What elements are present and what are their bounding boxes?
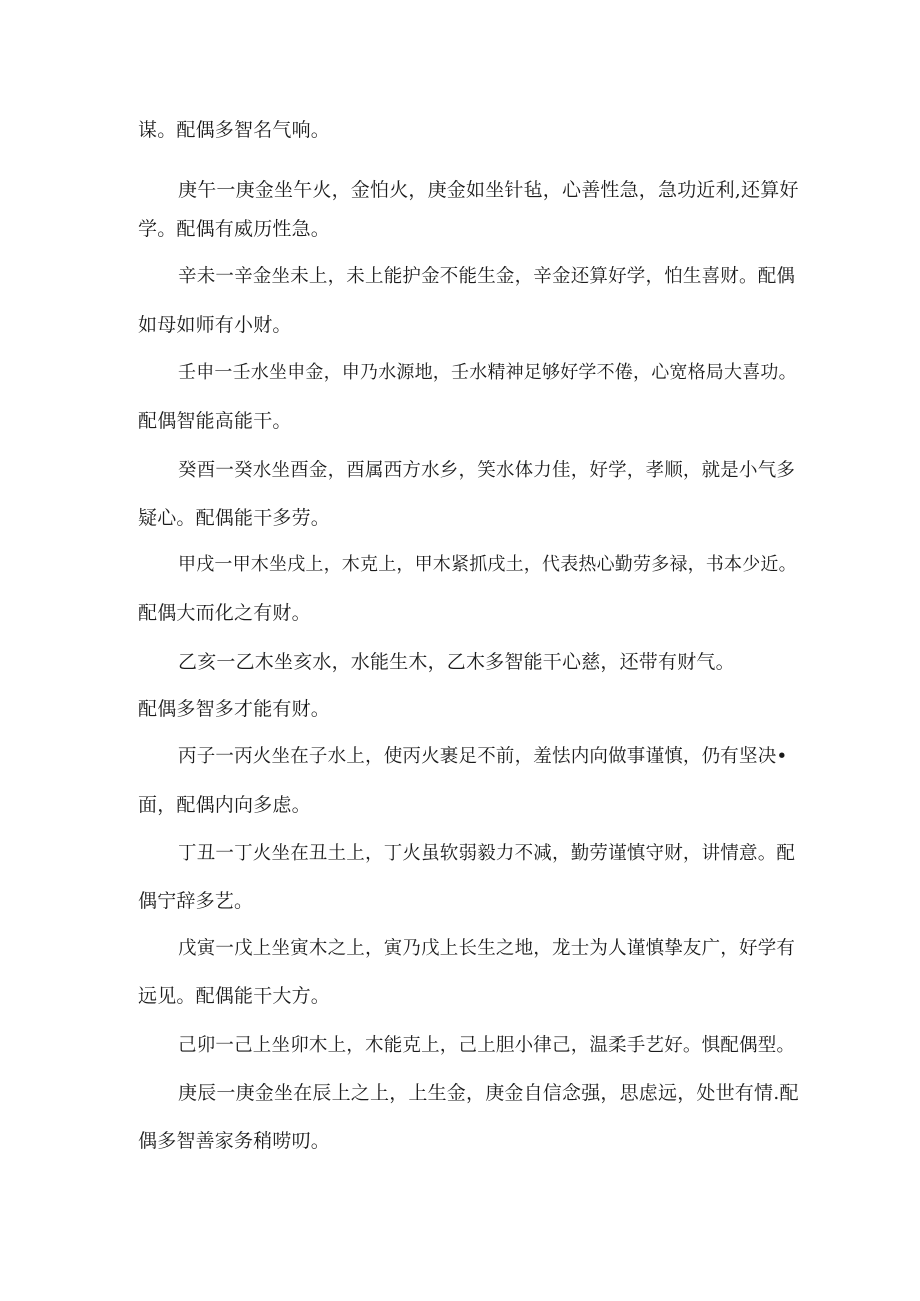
- text-line: 己卯一己上坐卯木上，木能克上，己上胆小律己，温柔手艺好。惧配偶型。: [178, 1035, 796, 1056]
- text-line: 戊寅一戊上坐寅木之上，寅乃戊上长生之地，龙士为人谨慎挚友广，好学有: [178, 938, 796, 959]
- text-line: 面，配偶内向多虑。: [138, 794, 311, 816]
- text-line: 配偶多智多才能有财。: [138, 698, 331, 720]
- text-line: 配偶智能高能干。: [138, 410, 292, 432]
- text-line: 学。配偶有威历性急。: [138, 218, 331, 240]
- text-line: 甲戌一甲木坐戌上，木克上，甲木紧抓戌土，代表热心勤劳多禄，书本少近。: [178, 554, 797, 575]
- text-line: 配偶大而化之有财。: [138, 602, 311, 624]
- text-line: 乙亥一乙木坐亥水，水能生木，乙木多智能干心慈，还带有财气。: [178, 651, 735, 673]
- text-line: 癸酉一癸水坐酉金，酉属西方水乡，笑水体力佳，好学，孝顺，就是小气多: [178, 460, 796, 481]
- text-line: 偶多智善家务稍唠叨。: [138, 1130, 331, 1152]
- text-line: 壬申一壬水坐申金，申乃水源地，壬水精神足够好学不倦，心宽格局大喜功。: [178, 362, 797, 383]
- text-line: 远见。配偶能干大方。: [138, 985, 331, 1007]
- text-line: 如母如师有小财。: [138, 314, 292, 336]
- text-line: 丁丑一丁火坐在丑土上，丁火虽软弱毅力不减，勤劳谨慎守财，讲情意。配: [178, 843, 796, 864]
- text-line: 辛未一辛金坐未上，未上能护金不能生金，辛金还算好学，怕生喜财。配偶: [178, 266, 796, 287]
- text-line: 偶宁辞多艺。: [138, 890, 254, 912]
- text-line: 庚午一庚金坐午火，金怕火，庚金如坐针毡，心善性急，急功近利,还算好: [178, 179, 799, 201]
- text-line: 疑心。配偶能干多劳。: [138, 507, 331, 529]
- text-line: 庚辰一庚金坐在辰上之上，上生金，庚金自信念强，思虑远，处世有情.配: [178, 1082, 799, 1104]
- text-line: 谋。配偶多智名气响。: [138, 119, 331, 141]
- text-line: 丙子一丙火坐在子水上，使丙火裹足不前，羞怯内向做事谨慎，仍有坚决•: [178, 746, 788, 767]
